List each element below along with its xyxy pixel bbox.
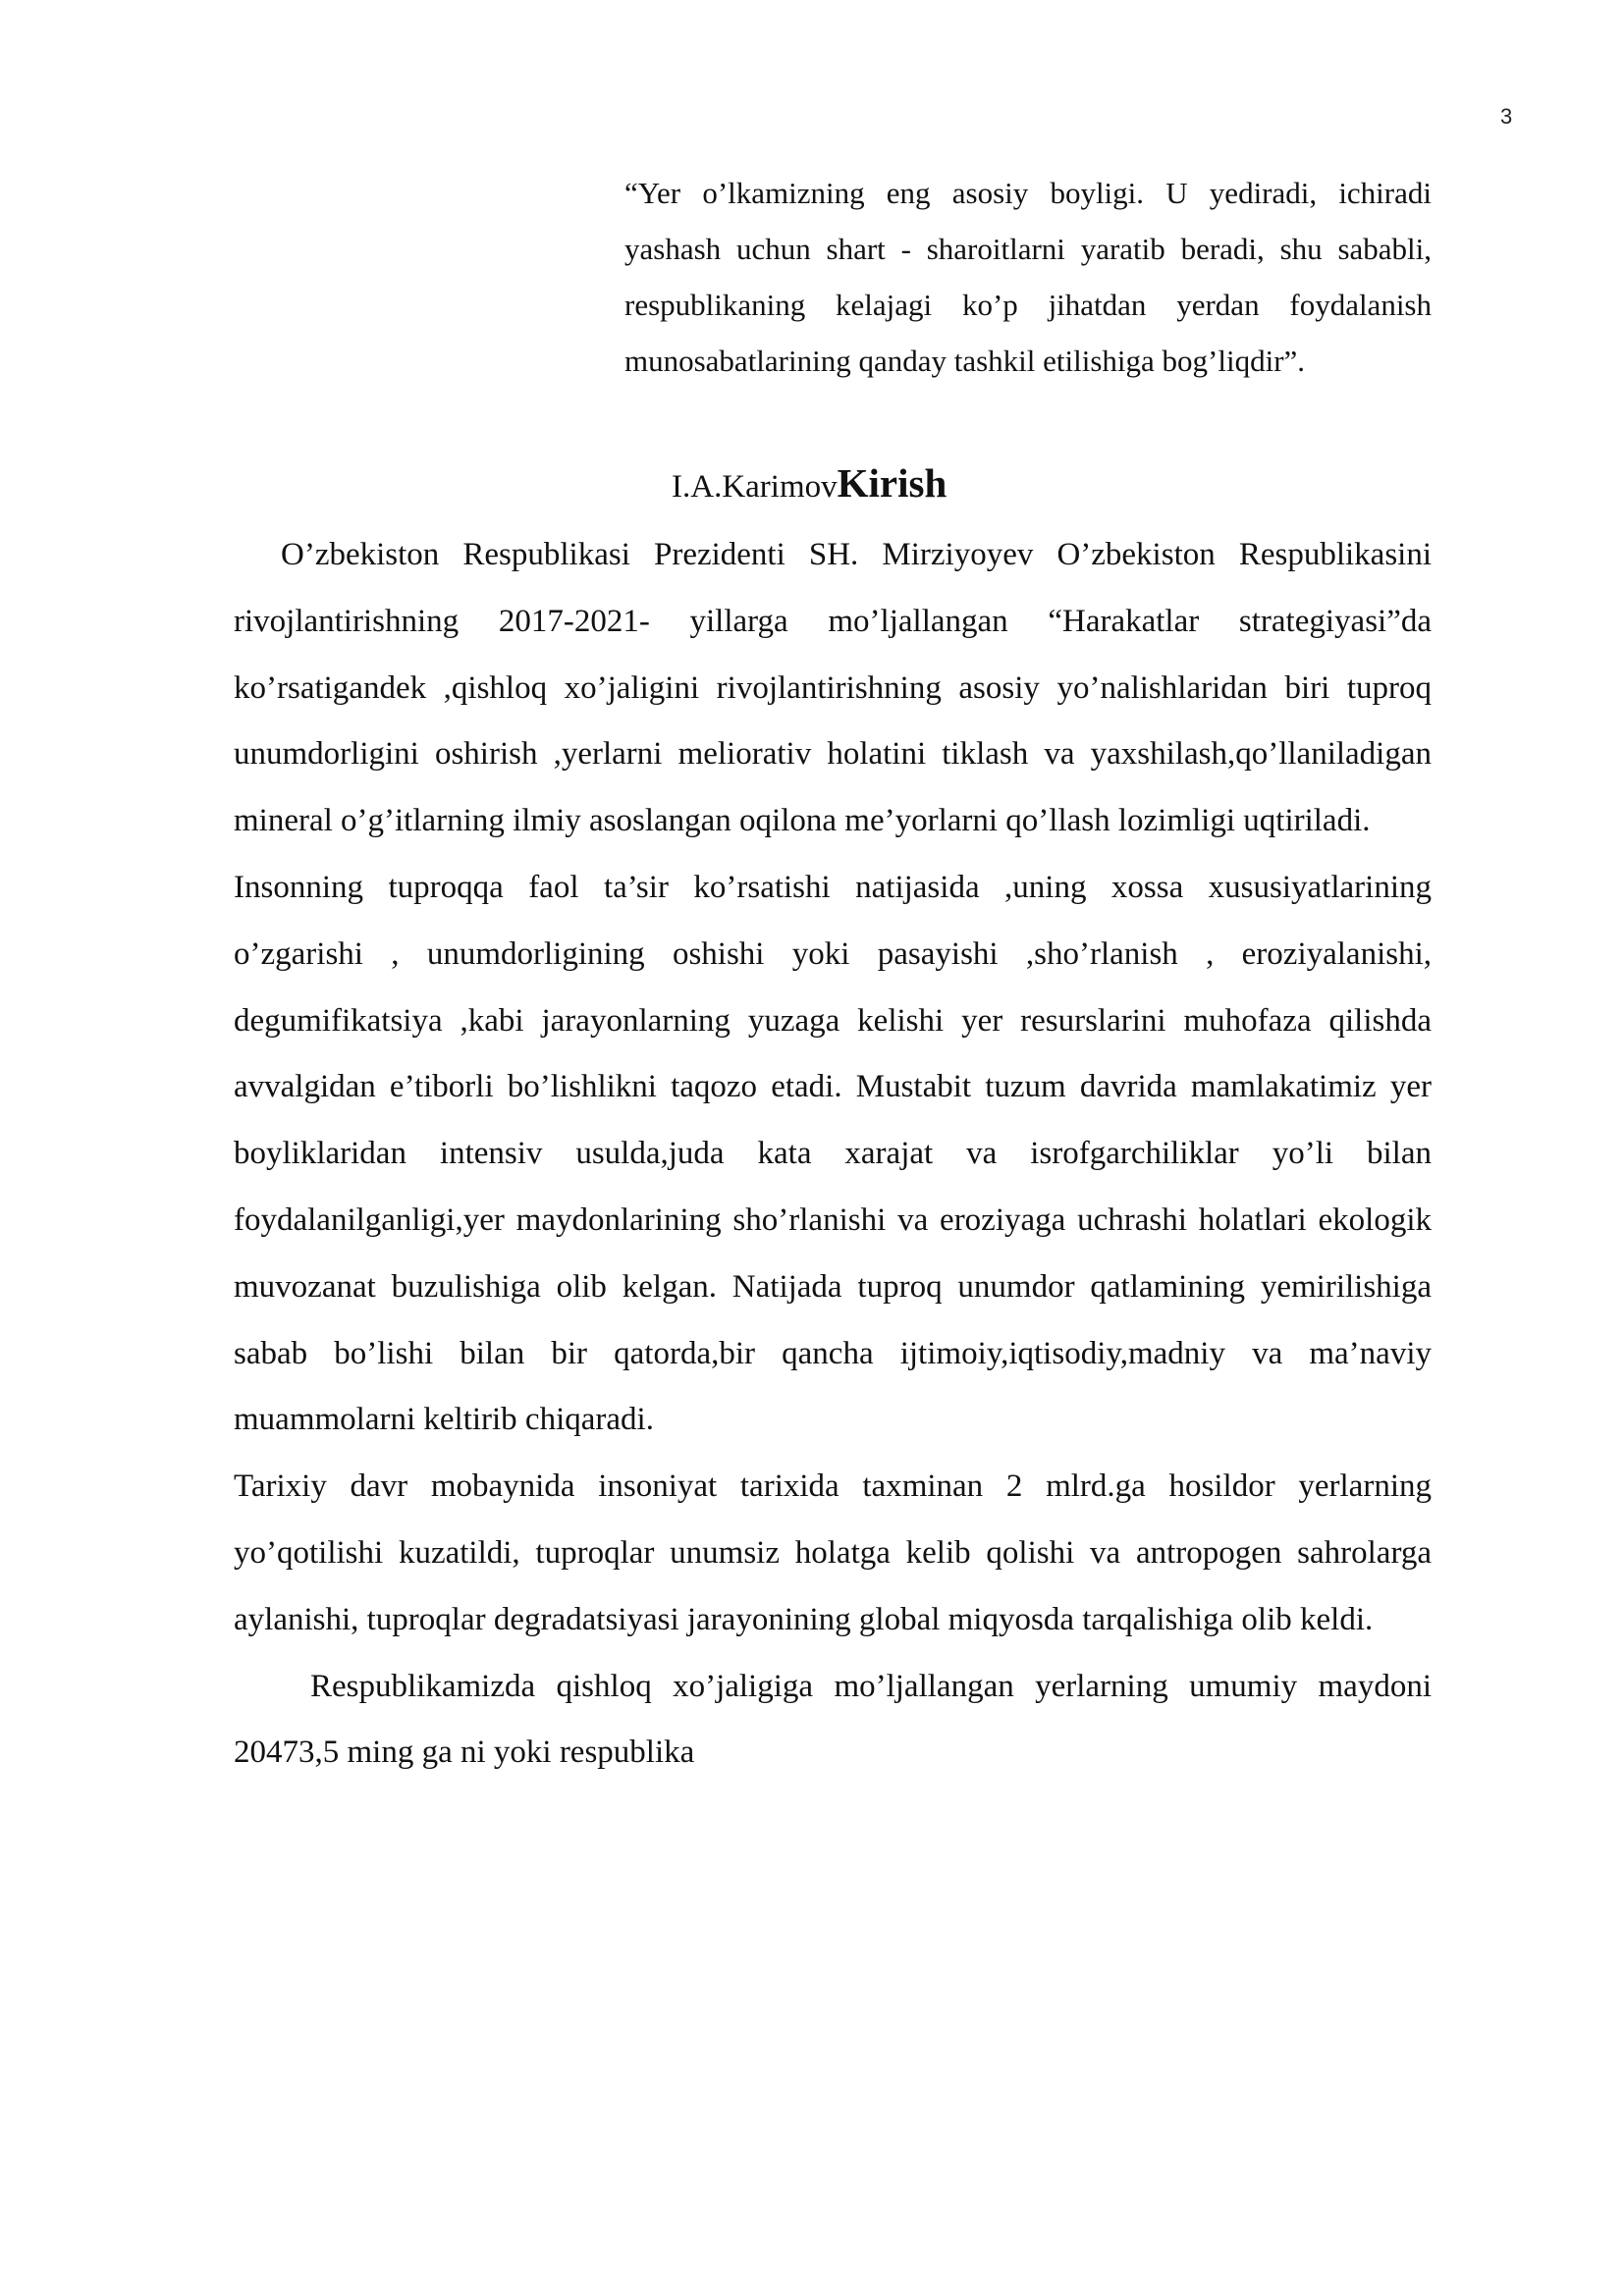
page-number: 3 xyxy=(1500,104,1513,129)
author-line xyxy=(672,455,947,514)
paragraph: Tarixiy davr mobaynida insoniyat tarixida taxminan 2 mlrd.ga hosildor yerlarning yo’qotilishi kuzatildi, tuproqlar unumsiz holatga kelib qolishi va antropogen sahrolarga aylanishi, tuproqlar degradatsiyasi jarayonining global miqyosda tarqalishiga olib keldi. xyxy=(234,1468,1432,1637)
section-heading: Kirish xyxy=(837,460,947,506)
paragraph: O’zbekiston Respublikasi Prezidenti SH. Mirziyoyev O’zbekiston Respublikasini rivojlantirishning 2017-2021- yillarga mo’ljallangan “Harakatlar strategiyasi”da ko’rsatigandek ,qishloq xo’jaligini rivojlantirishning asosiy yo’nalishlaridan biri tuproq unumdorligini oshirish ,yerlarni meliorativ holatini tiklash va yaxshilash,qo’llaniladigan mineral o’g’itlarning ilmiy asoslangan oqilona me’yorlarni qo’llash lozimligi uqtiriladi. xyxy=(234,537,1432,839)
body-text xyxy=(234,522,1432,1787)
paragraph: Insonning tuproqqa faol ta’sir ko’rsatishi natijasida ,uning xossa xususiyatlarining o’zgarishi , unumdorligining oshishi yoki pasayishi ,sho’rlanish , eroziyalanishi, degumifikatsiya ,kabi jarayonlarning yuzaga kelishi yer resurslarini muhofaza qilishda avvalgidan e’tiborli bo’lishlikni taqozo etadi. Mustabit tuzum davrida mamlakatimiz yer boyliklaridan intensiv usulda,juda kata xarajat va isrofgarchiliklar yo’li bilan foydalanilganligi,yer maydonlarining sho’rlanishi va eroziyaga uchrashi holatlari ekologik muvozanat buzulishiga olib kelgan. Natijada tuproq unumdor qatlamining yemirilishiga sabab bo’lishi bilan bir qatorda,bir qancha ijtimoiy,iqtisodiy,madniy va ma’naviy muammolarni keltirib chiqaradi. xyxy=(234,869,1432,1438)
epigraph-quote: “Yer o’lkamizning eng asosiy boyligi. U yediradi, ichiradi yashash uchun shart - sharoitlarni yaratib beradi, shu sababli, respublikaning kelajagi ko’p jihatdan yerdan foydalanish munosabatlarining qanday tashkil etilishiga bog’liqdir”. xyxy=(624,176,1432,378)
paragraph: Respublikamizda qishloq xo’jaligiga mo’ljallangan yerlarning umumiy maydoni 20473,5 ming ga ni yoki respublika xyxy=(234,1668,1432,1771)
epigraph-author: I.A.Karimov xyxy=(672,469,838,505)
